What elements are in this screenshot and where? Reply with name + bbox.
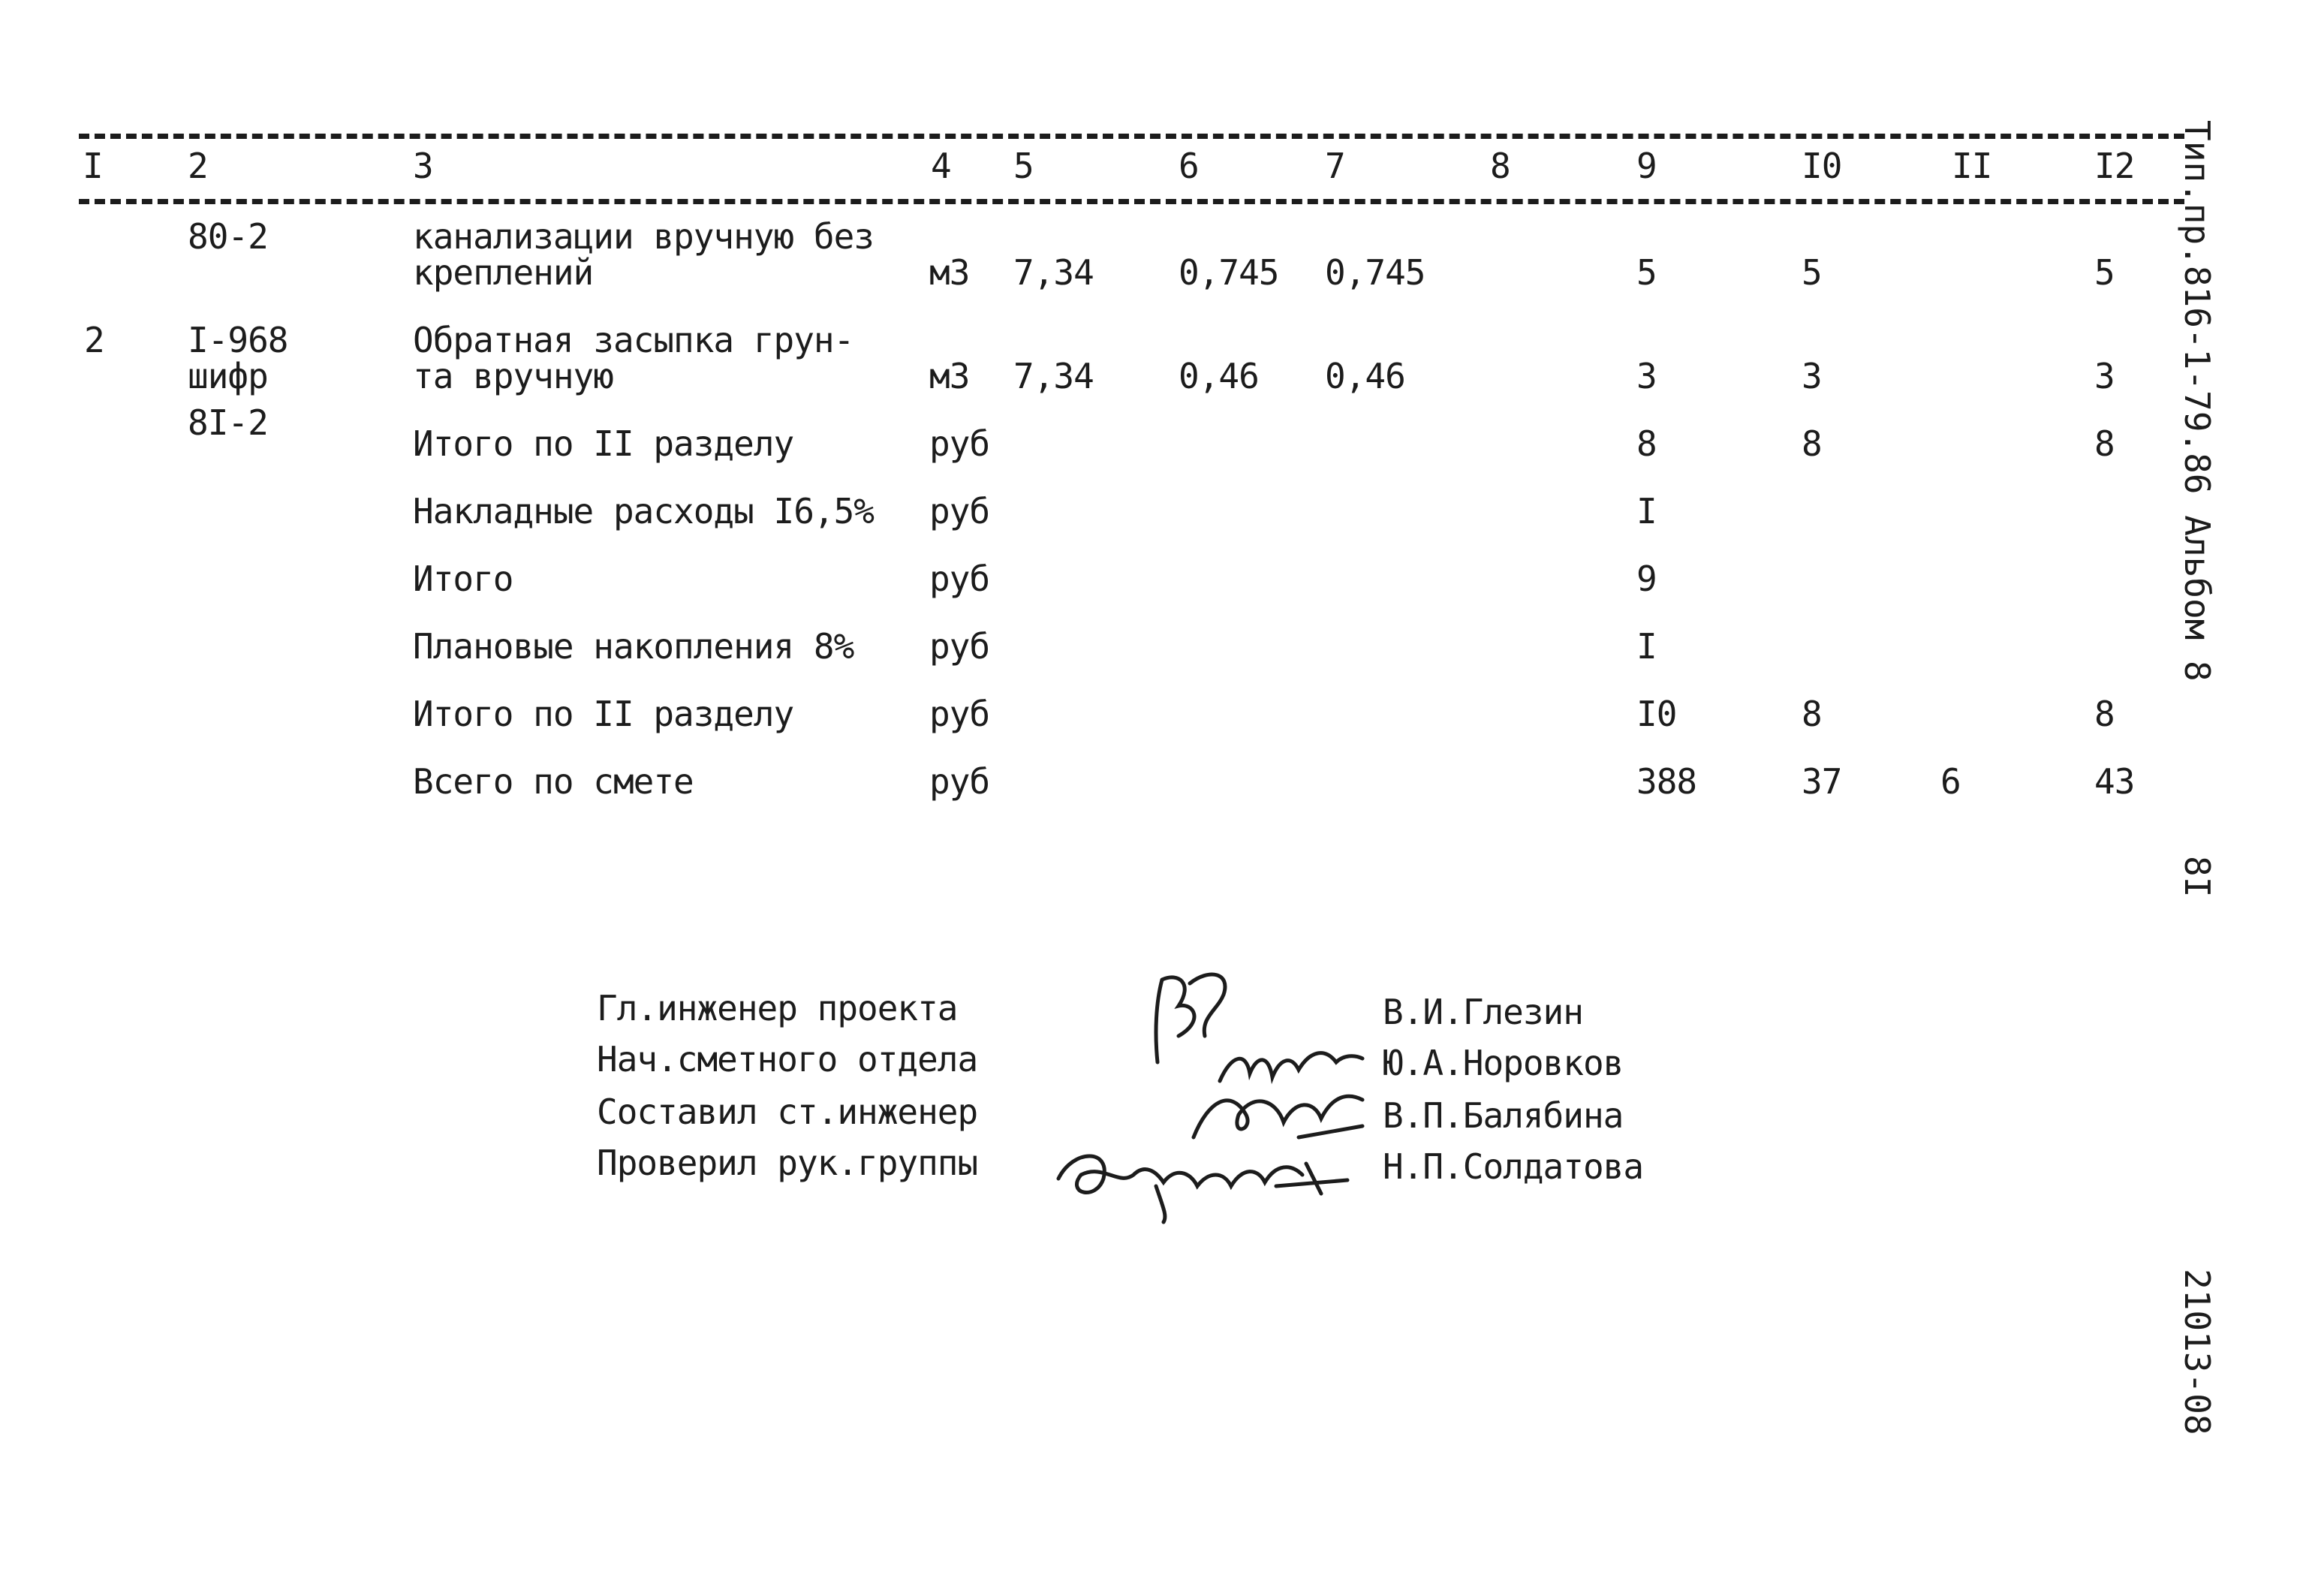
signature-name: Ю.А.Норовков	[1383, 1043, 1624, 1083]
page-number: 8I	[2177, 856, 2217, 898]
signature-name: В.И.Глезин	[1383, 992, 1583, 1032]
header-col-10: I0	[1802, 146, 1842, 186]
header-rule	[79, 199, 2184, 204]
row-unit: м3	[929, 252, 970, 293]
handwritten-signature	[1051, 1141, 1351, 1229]
totals-col-9: I	[1636, 491, 1657, 531]
header-col-8: 8	[1490, 146, 1510, 186]
totals-col-12: 43	[2094, 761, 2135, 802]
row-code: шифр	[188, 356, 268, 396]
top-rule	[79, 134, 2184, 139]
totals-label: Всего по смете	[413, 761, 694, 802]
document-reference: Тип.пр.816-1-79.86 Альбом 8	[2177, 120, 2217, 682]
row-col-5: 7,34	[1013, 252, 1094, 293]
totals-col-11: 6	[1940, 761, 1961, 802]
signature-name: В.П.Балябина	[1383, 1095, 1624, 1136]
totals-label: Итого по II разделу	[413, 423, 794, 464]
row-code: 80-2	[188, 216, 268, 257]
row-col-12: 5	[2094, 252, 2115, 293]
handwritten-signature	[1186, 1085, 1366, 1150]
totals-label: Накладные расходы I6,5%	[413, 491, 874, 531]
signature-name: Н.П.Солдатова	[1383, 1146, 1644, 1187]
archive-number: 21013-08	[2177, 1269, 2217, 1435]
header-col-1: I	[83, 146, 103, 186]
row-number: 2	[84, 320, 104, 360]
row-col-6: 0,745	[1179, 252, 1279, 293]
header-col-6: 6	[1179, 146, 1199, 186]
header-col-4: 4	[931, 146, 951, 186]
totals-unit: руб	[929, 491, 990, 531]
row-unit: м3	[929, 356, 970, 396]
totals-col-9: 9	[1636, 559, 1657, 599]
totals-col-10: 37	[1802, 761, 1842, 802]
totals-unit: руб	[929, 559, 990, 599]
signature-role: Проверил рук.группы	[597, 1143, 978, 1183]
totals-unit: руб	[929, 694, 990, 734]
header-col-5: 5	[1013, 146, 1034, 186]
totals-label: Итого	[413, 559, 513, 599]
row-description: креплений	[413, 252, 594, 293]
row-col-10: 3	[1802, 356, 1822, 396]
row-col-6: 0,46	[1179, 356, 1259, 396]
row-code: 8I-2	[188, 402, 268, 443]
header-col-3: 3	[413, 146, 433, 186]
signature-role: Нач.сметного отдела	[597, 1039, 978, 1080]
header-col-9: 9	[1636, 146, 1657, 186]
totals-unit: руб	[929, 626, 990, 667]
signature-role: Гл.инженер проекта	[597, 988, 958, 1028]
row-col-12: 3	[2094, 356, 2115, 396]
totals-unit: руб	[929, 423, 990, 464]
row-col-10: 5	[1802, 252, 1822, 293]
row-col-9: 5	[1636, 252, 1657, 293]
row-code: I-968	[188, 320, 288, 360]
row-col-7: 0,745	[1325, 252, 1425, 293]
totals-label: Итого по II разделу	[413, 694, 794, 734]
totals-col-9: I0	[1636, 694, 1677, 734]
totals-col-10: 8	[1802, 423, 1822, 464]
row-col-7: 0,46	[1325, 356, 1405, 396]
header-col-2: 2	[188, 146, 208, 186]
totals-unit: руб	[929, 761, 990, 802]
totals-col-12: 8	[2094, 694, 2115, 734]
header-col-7: 7	[1325, 146, 1345, 186]
totals-col-9: 388	[1636, 761, 1697, 802]
row-description: та вручную	[413, 356, 613, 396]
header-col-11: II	[1952, 146, 1992, 186]
totals-col-9: 8	[1636, 423, 1657, 464]
row-description: канализации вручную без	[413, 216, 874, 257]
totals-col-9: I	[1636, 626, 1657, 667]
totals-col-10: 8	[1802, 694, 1822, 734]
totals-label: Плановые накопления 8%	[413, 626, 854, 667]
signature-role: Составил ст.инженер	[597, 1092, 978, 1132]
row-col-9: 3	[1636, 356, 1657, 396]
row-col-5: 7,34	[1013, 356, 1094, 396]
header-col-12: I2	[2094, 146, 2135, 186]
totals-col-12: 8	[2094, 423, 2115, 464]
row-description: Обратная засыпка грун-	[413, 320, 854, 360]
